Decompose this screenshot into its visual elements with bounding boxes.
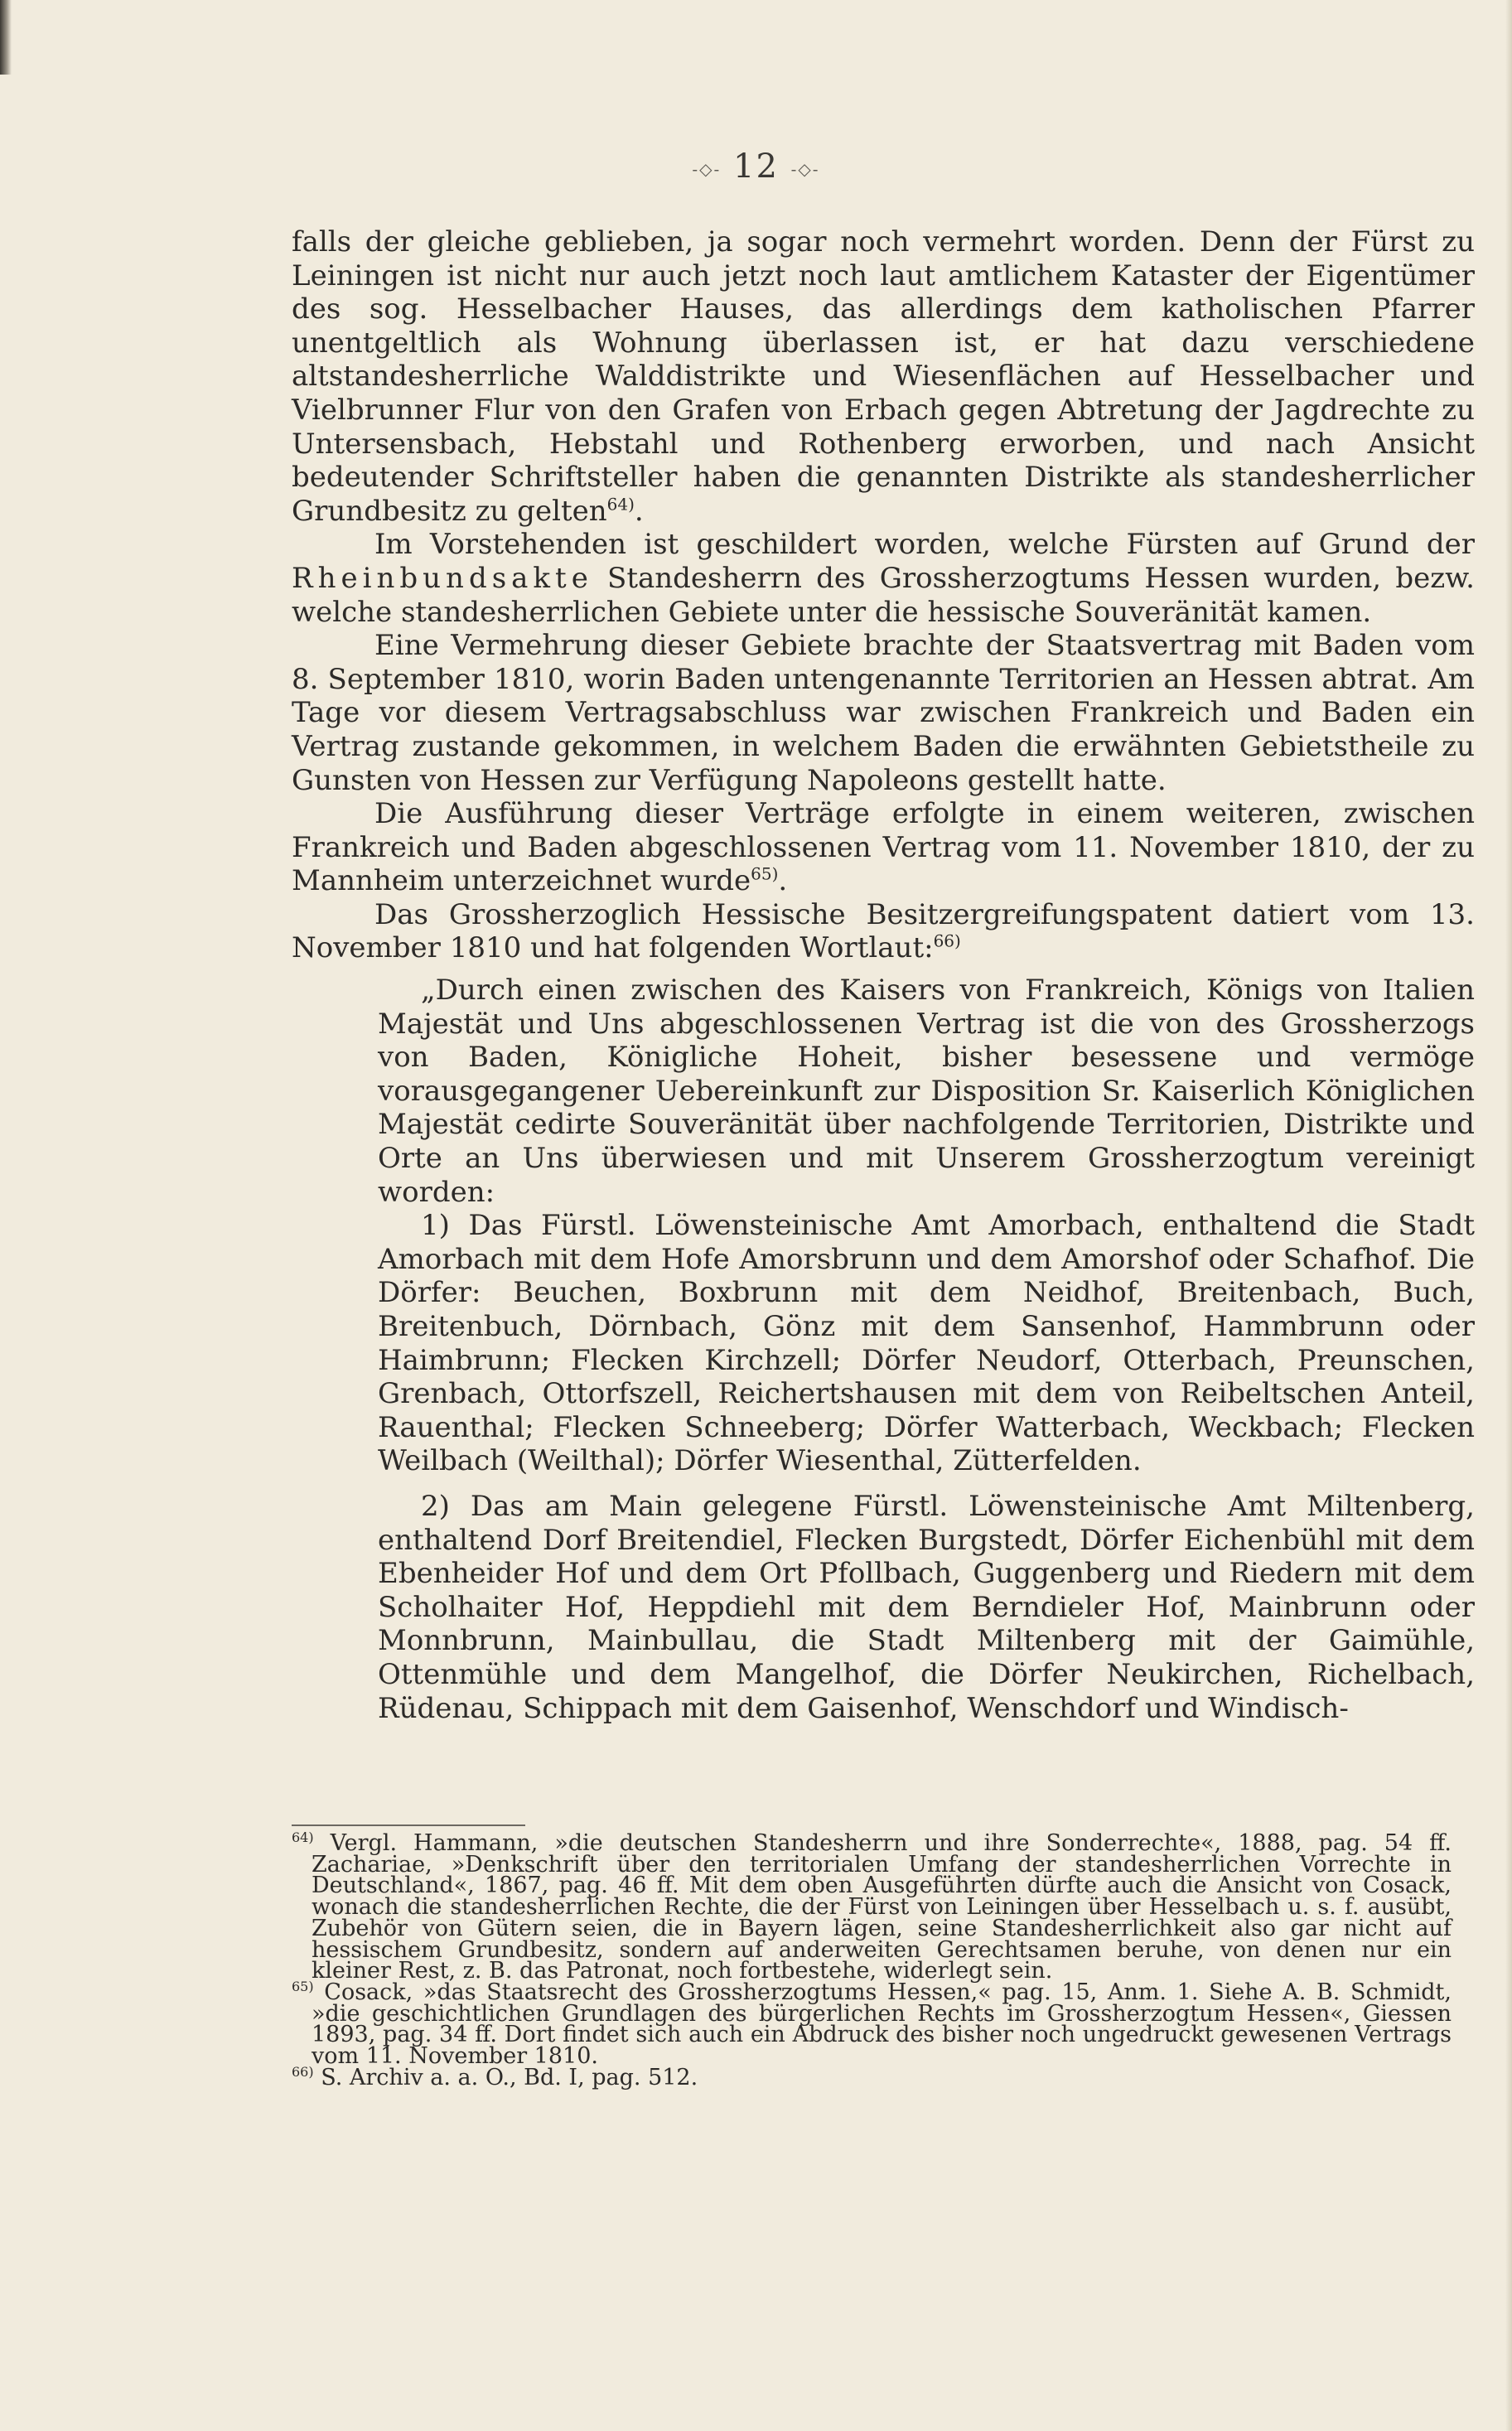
quote-paragraph: 1) Das Fürstl. Löwensteinische Amt Amorbach, enthaltend die Stadt Amorbach mit dem Hofe Amorsbrunn und dem Amorshof oder Schafhof. Die Dörfer: Beuchen, Boxbrunn mit dem Neidhof, Breitenbach, Buch, Breitenbuch, Dörnbach, Gönz mit dem Sansenhof, Hammbrunn oder Haimbrunn; Flecken Kirchzell; Dörfer Neudorf, Otterbach, Preunschen, Grenbach, Ottorfszell, Reichertshausen mit dem von Reibeltschen Anteil, Rauenthal; Flecken Schneeberg; Dörfer Watterbach, Weckbach; Flecken Weilbach (Weilthal); Dörfer Wiesenthal, Zütterfelden. xyxy=(378,1209,1475,1478)
page-number: 12 xyxy=(733,147,779,186)
paragraph: Das Grossherzoglich Hessische Besitzergreifungspatent datiert vom 13. November 1810 und hat folgenden Wortlaut:$^{66)}$ xyxy=(292,897,1475,965)
footnote-64: $^{64)}$ Vergl. Hammann, »die deutschen Standesherrn und ihre Sonderrechte«, 1888, pag. 54 ff. Zachariae, »Denkschrift über den territorialen Umfang der standesherrlichen Vorrechte in Deutschland«, 1867, pag. 46 ff. Mit dem oben Ausgeführten dürfte auch die Ansicht von Cosack, wonach die standesherrlichen Rechte, die der Fürst von Leiningen über Hesselbach u. s. f. ausübt, Zubehör von Gütern seien, die in Bayern lägen, seine Standesherrlichkeit also gar nicht auf hessischem Grundbesitz, sondern auf anderweiten Gerechtsamen beruhe, von denen nur ein kleiner Rest, z. B. das Patronat, noch fortbestehe, widerlegt sein. xyxy=(292,1829,1452,1984)
page-shadow-edge xyxy=(1505,0,1512,2431)
ornament-left: -◇- xyxy=(692,159,722,179)
body-text xyxy=(292,225,1475,1725)
footnote-ref-66: 66) xyxy=(933,931,961,952)
ornament-right: -◇- xyxy=(790,159,820,179)
footnote-65: $^{65)}$ Cosack, »das Staatsrecht des Grossherzogtums Hessen,« pag. 15, Anm. 1. Siehe A. B. Schmidt, »die geschichtlichen Grundlagen des bürgerlichen Rechts im Grossherzogtum Hessen«, Giessen 1893, pag. 34 ff. Dort findet sich auch ein Abdruck des bisher noch ungedruckt gewesenen Vertrags vom 11. November 1810. xyxy=(292,1978,1452,2070)
footnote-66: $^{66)}$ S. Archiv a. a. O., Bd. I, pag. 512. xyxy=(292,2063,698,2090)
footnote-separator xyxy=(292,1824,525,1826)
paragraph: Die Ausführung dieser Verträge erfolgte in einem weiteren, zwischen Frankreich und Baden abgeschlossenen Vertrag vom 11. November 1810, der zu Mannheim unterzeichnet wurde$^{65)}$. xyxy=(292,797,1475,898)
paragraph: Im Vorstehenden ist geschildert worden, welche Fürsten auf Grund der Rheinbundsakte Standesherrn des Grossherzogtums Hessen wurden, bezw. welche standesherrlichen Gebiete unter die hessische Souveränität kamen. xyxy=(292,528,1475,629)
footnote-ref-64: 64) xyxy=(606,494,635,515)
page-binding-edge xyxy=(0,0,12,75)
paragraph: falls der gleiche geblieben, ja sogar noch vermehrt worden. Denn der Fürst zu Leiningen ist nicht nur auch jetzt noch laut amtlichem Kataster der Eigentümer des sog. Hesselbacher Hauses, das allerdings dem katholischen Pfarrer unentgeltlich als Wohnung überlassen ist, er hat dazu verschiedene altstandesherrliche Walddistrikte und Wiesenflächen auf Hesselbacher und Vielbrunner Flur von den Grafen von Erbach gegen Abtretung der Jagdrechte zu Untersensbach, Hebstahl und Rothenberg erworben, und nach Ansicht bedeutender Schriftsteller haben die genannten Distrikte als standesherrlicher Grundbesitz zu gelten$^{64)}$. xyxy=(292,225,1475,528)
quote-paragraph: 2) Das am Main gelegene Fürstl. Löwensteinische Amt Miltenberg, enthaltend Dorf Breitendiel, Flecken Burgstedt, Dörfer Eichenbühl mit dem Ebenheider Hof und dem Ort Pfollbach, Guggenberg und Riedern mit dem Scholhaiter Hof, Heppdiehl mit dem Berndieler Hof, Mainbrunn oder Monnbrunn, Mainbullau, die Stadt Miltenberg mit der Gaimühle, Ottenmühle und dem Mangelhof, die Dörfer Neukirchen, Richelbach, Rüdenau, Schippach mit dem Gaisenhof, Wenschdorf und Windisch- xyxy=(378,1489,1475,1725)
footnotes xyxy=(292,1829,1452,2090)
footnote-ref-65: 65) xyxy=(751,863,779,884)
paragraph: Eine Vermehrung dieser Gebiete brachte der Staatsvertrag mit Baden vom 8. September 1810, worin Baden untengenannte Territorien an Hessen abtrat. Am Tage vor diesem Vertragsabschluss war zwischen Frankreich und Baden ein Vertrag zustande gekommen, in welchem Baden die erwähnten Gebietstheile zu Gunsten von Hessen zur Verfügung Napoleons gestellt hatte. xyxy=(292,629,1475,797)
quote-paragraph: „Durch einen zwischen des Kaisers von Frankreich, Königs von Italien Majestät und Uns abgeschlossenen Vertrag ist die von des Grossherzogs von Baden, Königliche Hoheit, bisher besessene und vermöge vorausgegangener Uebereinkunft zur Disposition Sr. Kaiserlich Königlichen Majestät cedirte Souveränität über nachfolgende Territorien, Distrikte und Orte an Uns überwiesen und mit Unserem Grossherzogtum vereinigt worden: xyxy=(378,974,1475,1209)
spaced-term: Rheinbundsakte xyxy=(292,561,593,595)
page-header xyxy=(0,147,1512,186)
